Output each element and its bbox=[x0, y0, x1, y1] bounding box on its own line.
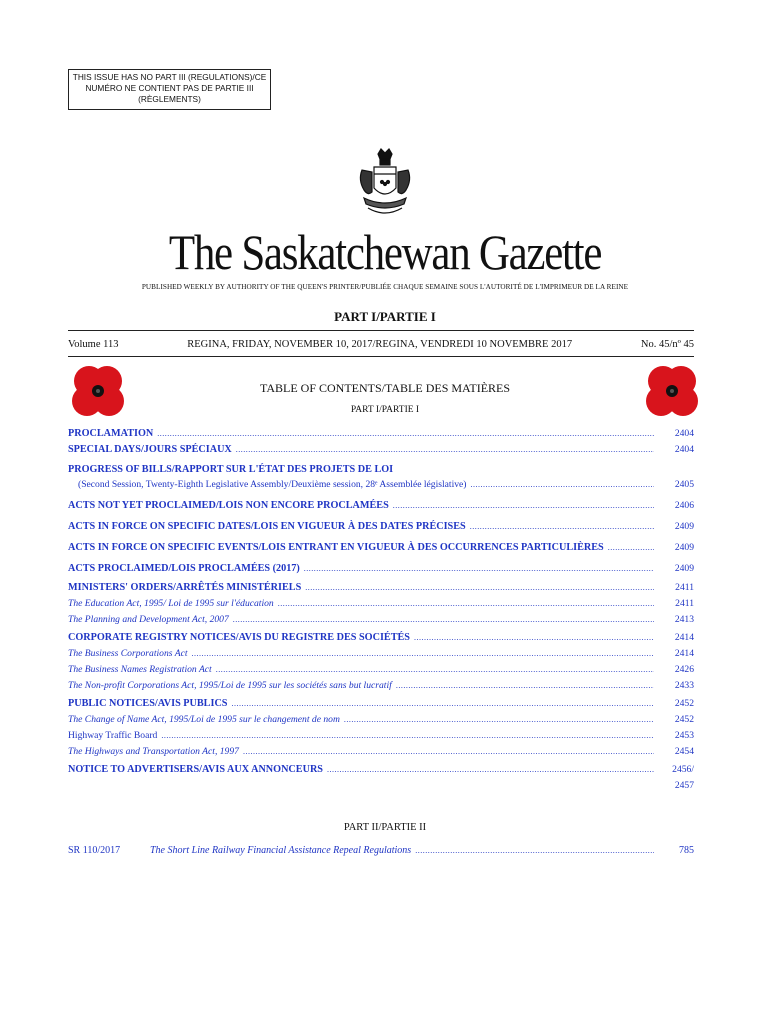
no-part-iii-notice bbox=[68, 69, 271, 110]
toc-entry-planning-development-act[interactable]: The Planning and Development Act, 2007 ..... 2413 bbox=[68, 612, 694, 628]
gazette-subtitle: PUBLISHED WEEKLY BY AUTHORITY OF THE QUEEN'S PRINTER/PUBLIÉE CHAQUE SEMAINE SOUS L'AUTORITÉ DE L'IMPRIMEUR DE LA REINE bbox=[141, 283, 629, 291]
toc-entry-public-notices[interactable]: PUBLIC NOTICES/AVIS PUBLICS ..... 2452 bbox=[68, 694, 694, 712]
toc-entry-change-of-name-act[interactable]: The Change of Name Act, 1995/Loi de 1995 sur le changement de nom ..... 2452 bbox=[68, 712, 694, 728]
toc-entry-notice-to-advertisers-page2: 2457 bbox=[674, 780, 694, 791]
gazette-title: The Saskatchewan Gazette bbox=[168, 224, 602, 280]
toc-entry-non-profit-corporations-act[interactable]: The Non-profit Corporations Act, 1995/Loi de 1995 sur les sociétés sans but lucratif ..... 2433 bbox=[68, 678, 694, 694]
bottom-rule bbox=[68, 356, 694, 357]
part-i-heading: PART I/PARTIE I bbox=[334, 309, 436, 324]
toc-entry-proclamation[interactable]: PROCLAMATION ..... 2404 bbox=[68, 426, 694, 442]
regulation-number: SR 110/2017 bbox=[68, 845, 121, 856]
toc-entry-acts-specific-dates[interactable]: ACTS IN FORCE ON SPECIFIC DATES/LOIS EN VIGUEUR À DES DATES PRÉCISES ..... 2409 bbox=[68, 516, 694, 537]
volume-label: Volume 113 bbox=[68, 339, 119, 350]
coat-of-arms-icon bbox=[354, 148, 416, 220]
toc-title: TABLE OF CONTENTS/TABLE DES MATIÈRES bbox=[259, 381, 511, 395]
regulation-page: 785 bbox=[679, 845, 694, 856]
toc-entry-progress-of-bills[interactable]: PROGRESS OF BILLS/RAPPORT SUR L'ÉTAT DES PROJETS DE LOI bbox=[68, 464, 394, 475]
toc-entry-acts-not-yet-proclaimed[interactable]: ACTS NOT YET PROCLAIMED/LOIS NON ENCORE PROCLAMÉES ..... 2406 bbox=[68, 495, 694, 516]
issue-number: No. 45/nº 45 bbox=[640, 339, 694, 350]
table-of-contents bbox=[68, 426, 694, 794]
issue-date: REGINA, FRIDAY, NOVEMBER 10, 2017/REGINA, VENDREDI 10 NOVEMBRE 2017 bbox=[187, 339, 573, 350]
toc-entry-acts-proclaimed[interactable]: ACTS PROCLAIMED/LOIS PROCLAMÉES (2017) ..... 2409 bbox=[68, 558, 694, 579]
toc-entry-business-corporations-act[interactable]: The Business Corporations Act ..... 2414 bbox=[68, 646, 694, 662]
part-ii-heading: PART II/PARTIE II bbox=[343, 822, 427, 833]
toc-entry-corporate-registry[interactable]: CORPORATE REGISTRY NOTICES/AVIS DU REGISTRE DES SOCIÉTÉS ..... 2414 bbox=[68, 628, 694, 646]
toc-entry-special-days[interactable]: SPECIAL DAYS/JOURS SPÉCIAUX ..... 2404 bbox=[68, 442, 694, 458]
toc-entry-acts-specific-events[interactable]: ACTS IN FORCE ON SPECIFIC EVENTS/LOIS ENTRANT EN VIGUEUR À DES OCCURRENCES PARTICULIÈRES ..... 2409 bbox=[68, 537, 694, 558]
part-ii-entry[interactable] bbox=[68, 845, 694, 856]
toc-entry-highways-transportation-act[interactable]: The Highways and Transportation Act, 1997 ..... 2454 bbox=[68, 744, 694, 760]
toc-entry-ministers-orders[interactable]: MINISTERS' ORDERS/ARRÊTÉS MINISTÉRIELS ..... 2411 bbox=[68, 579, 694, 596]
toc-entry-progress-of-bills-session[interactable]: (Second Session, Twenty-Eighth Legislative Assembly/Deuxième session, 28ᵉ Assemblée législative) ..... 2405 bbox=[68, 478, 694, 491]
toc-entry-business-names-act[interactable]: The Business Names Registration Act ..... 2426 bbox=[68, 662, 694, 678]
toc-entry-education-act[interactable]: The Education Act, 1995/ Loi de 1995 sur l'éducation ..... 2411 bbox=[68, 596, 694, 612]
top-rule bbox=[68, 330, 694, 331]
toc-entry-notice-to-advertisers[interactable]: NOTICE TO ADVERTISERS/AVIS AUX ANNONCEURS ..... 2456/ bbox=[68, 760, 694, 778]
notice-text: THIS ISSUE HAS NO PART III (REGULATIONS)/CE NUMÉRO NE CONTIENT PAS DE PARTIE III (RÈGLEMENTS) bbox=[72, 72, 267, 104]
issue-info-line bbox=[68, 339, 694, 350]
toc-subtitle: PART I/PARTIE I bbox=[350, 405, 420, 415]
toc-entry-highway-traffic-board[interactable]: Highway Traffic Board ..... 2453 bbox=[68, 728, 694, 744]
regulation-title: The Short Line Railway Financial Assistance Repeal Regulations bbox=[150, 845, 412, 856]
